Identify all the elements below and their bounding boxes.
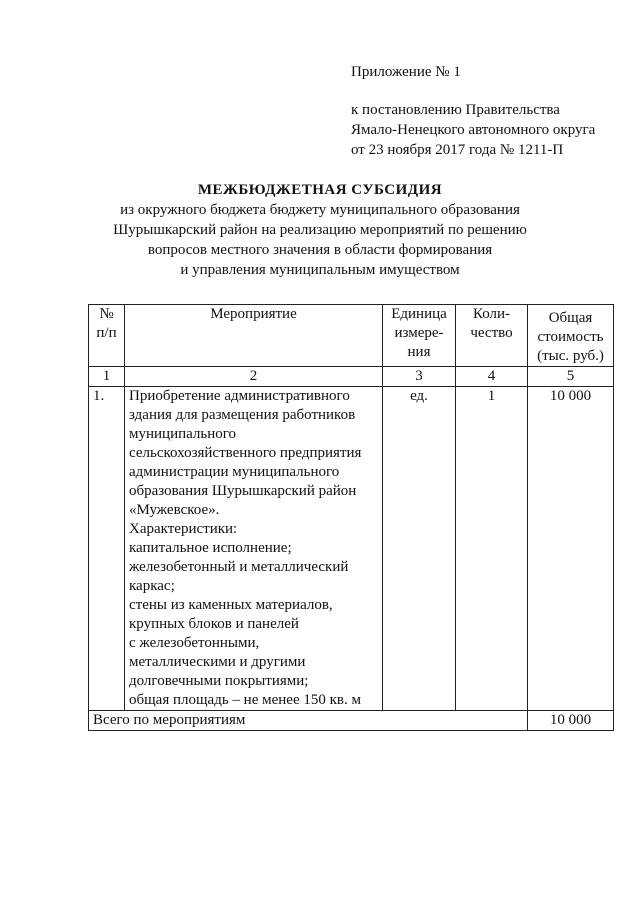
description-line: долговечными покрытиями; xyxy=(129,673,309,689)
heading-line: из окружного бюджета бюджету муниципального образования xyxy=(120,202,520,218)
appendix-block xyxy=(351,62,595,160)
header-num-line: № xyxy=(99,306,114,322)
appendix-line: к постановлению Правительства xyxy=(351,102,560,118)
description-line: образования Шурышкарский район xyxy=(129,483,357,499)
table-row xyxy=(89,387,614,711)
column-number: 5 xyxy=(528,367,614,387)
table-header-row xyxy=(89,305,614,367)
header-cost xyxy=(528,305,614,367)
total-row xyxy=(89,711,614,731)
document-title: МЕЖБЮДЖЕТНАЯ СУБСИДИЯ xyxy=(197,182,443,198)
header-qty-line: Коли- xyxy=(472,306,511,322)
description-line: стены из каменных материалов, xyxy=(129,597,333,613)
description-line: сельскохозяйственного предприятия xyxy=(129,445,362,461)
column-number: 4 xyxy=(456,367,528,387)
row-unit: ед. xyxy=(383,387,456,711)
header-unit xyxy=(383,305,456,367)
description-line: «Мужевское». xyxy=(129,502,220,518)
description-line: общая площадь – не менее 150 кв. м xyxy=(129,692,361,708)
header-cost-line: Общая xyxy=(548,310,593,326)
total-label: Всего по мероприятиям xyxy=(89,711,528,731)
column-number-row xyxy=(89,367,614,387)
header-unit-line: ния xyxy=(407,344,431,360)
description-line: металлическими и другими xyxy=(129,654,306,670)
header-unit-line: измере- xyxy=(394,325,444,341)
subsidy-table xyxy=(88,304,614,731)
description-line: с железобетонными, xyxy=(129,635,260,651)
total-cost: 10 000 xyxy=(528,711,614,731)
description-line: муниципального xyxy=(129,426,237,442)
row-number: 1. xyxy=(89,387,125,711)
document-heading xyxy=(0,180,640,280)
heading-line: Шурышкарский район на реализацию мероприятий по решению xyxy=(113,222,527,238)
description-line: администрации муниципального xyxy=(129,464,340,480)
heading-line: вопросов местного значения в области формирования xyxy=(147,242,493,258)
description-line: Характеристики: xyxy=(129,521,238,537)
row-cost: 10 000 xyxy=(528,387,614,711)
header-qty xyxy=(456,305,528,367)
header-unit-line: Единица xyxy=(391,306,447,322)
description-line: здания для размещения работников xyxy=(129,407,356,423)
column-number: 2 xyxy=(125,367,383,387)
column-number: 3 xyxy=(383,367,456,387)
header-cost-line: стоимость xyxy=(537,329,604,345)
appendix-title: Приложение № 1 xyxy=(351,64,461,80)
description-line: каркас; xyxy=(129,578,175,594)
header-num xyxy=(89,305,125,367)
column-number: 1 xyxy=(89,367,125,387)
appendix-line: от 23 ноября 2017 года № 1211-П xyxy=(351,142,564,158)
header-qty-line: чество xyxy=(470,325,513,341)
header-num-line: п/п xyxy=(96,325,117,341)
header-cost-line: (тыс. руб.) xyxy=(537,348,604,364)
description-line: Приобретение административного xyxy=(129,388,350,404)
appendix-line: Ямало-Ненецкого автономного округа xyxy=(351,122,596,138)
row-qty: 1 xyxy=(456,387,528,711)
heading-line: и управления муниципальным имуществом xyxy=(180,262,460,278)
description-line: крупных блоков и панелей xyxy=(129,616,299,632)
description-line: капитальное исполнение; xyxy=(129,540,292,556)
row-description xyxy=(125,387,383,711)
description-line: железобетонный и металлический xyxy=(129,559,349,575)
header-activity: Мероприятие xyxy=(125,305,383,367)
